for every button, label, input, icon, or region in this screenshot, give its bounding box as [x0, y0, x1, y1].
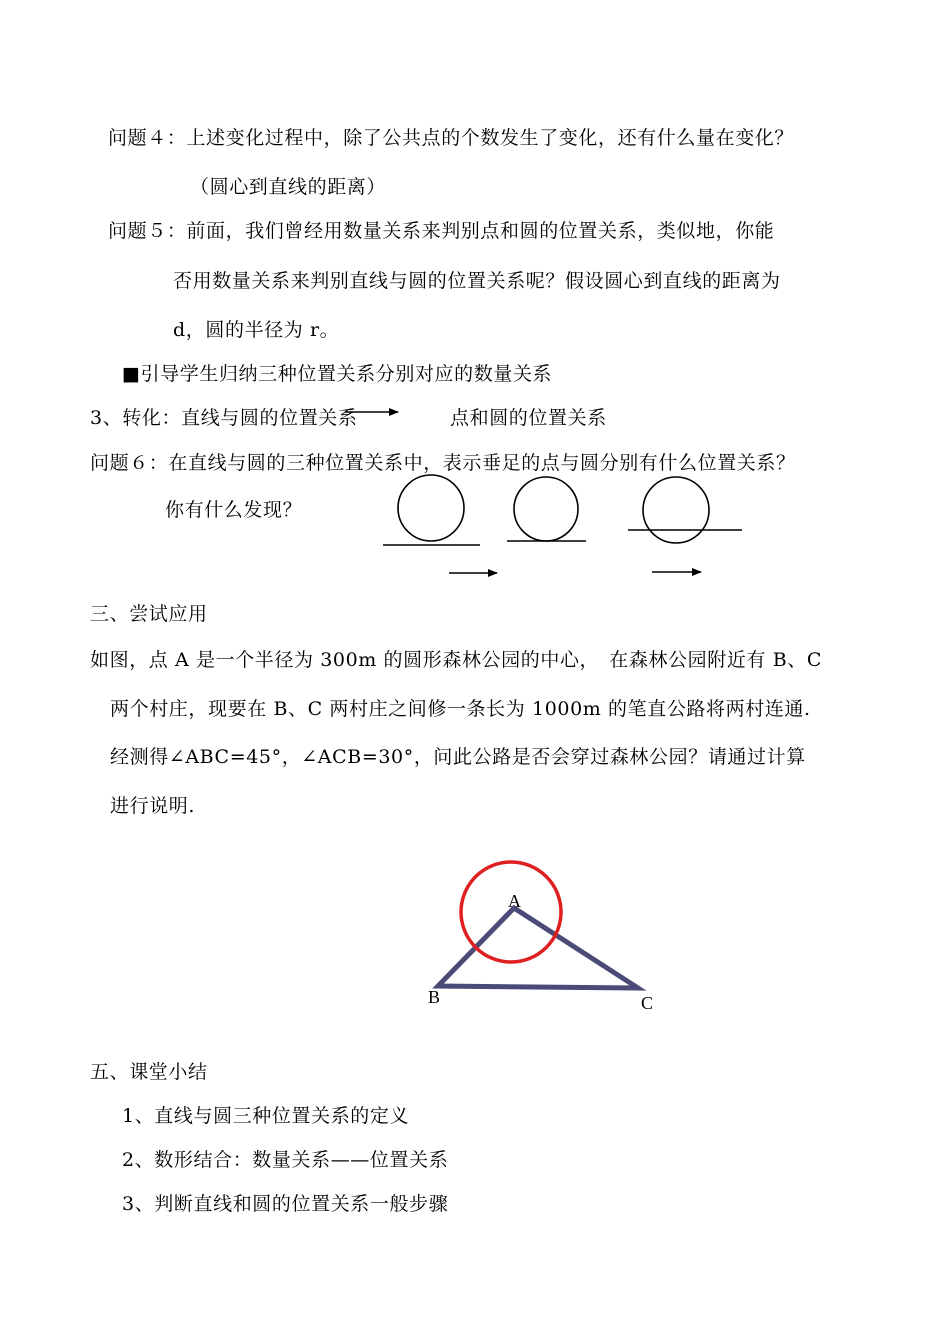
- summary-item: 3、判断直线和圆的位置关系一般步骤: [122, 1193, 449, 1215]
- summary-item: 1、直线与圆三种位置关系的定义: [122, 1105, 410, 1127]
- conversion-right: 点和圆的位置关系: [450, 407, 607, 429]
- section-5-title: 五、课堂小结: [90, 1061, 208, 1083]
- section-3-title: 三、尝试应用: [90, 603, 208, 625]
- question-5-line-2: 否用数量关系来判别直线与圆的位置关系呢？假设圆心到直线的距离为: [173, 270, 781, 292]
- question-5-line-1: 问题５：前面，我们曾经用数量关系来判别点和圆的位置关系，类似地，你能: [108, 220, 775, 242]
- diagram-line-tangent: [507, 477, 586, 541]
- circle-shape: [398, 475, 464, 541]
- problem-line-3: 经测得∠ABC=45°，∠ACB=30°，问此公路是否会穿过森林公园？请通过计算: [110, 746, 806, 768]
- circle-shape: [643, 477, 709, 543]
- point-c-label: C: [641, 993, 654, 1013]
- problem-line-4: 进行说明.: [110, 795, 196, 817]
- circle-shape: [514, 477, 578, 541]
- diagram-line-apart: [383, 475, 480, 545]
- road-triangle: [438, 908, 638, 988]
- diagram-line-intersect: [628, 477, 742, 543]
- point-a-label: A: [508, 891, 521, 911]
- question-6: 问题６：在直线与圆的三种位置关系中，表示垂足的点与圆分别有什么位置关系？: [90, 452, 796, 474]
- problem-line-2: 两个村庄，现要在 B、C 两村庄之间修一条长为 1000m 的笔直公路将两村连通.: [110, 698, 811, 720]
- point-b-label: B: [428, 987, 441, 1007]
- guide-note: ■引导学生归纳三种位置关系分别对应的数量关系: [122, 363, 553, 385]
- question-4-answer: （圆心到直线的距离）: [190, 176, 387, 198]
- question-5-line-3: d，圆的半径为 r。: [173, 319, 340, 341]
- conversion-left: 3、转化：直线与圆的位置关系: [90, 407, 358, 429]
- summary-item: 2、数形结合：数量关系——位置关系: [122, 1149, 449, 1171]
- forest-park-figure: [428, 862, 653, 1013]
- question-6-sub: 你有什么发现？: [165, 499, 303, 521]
- question-4: 问题４：上述变化过程中，除了公共点的个数发生了变化，还有什么量在变化？: [108, 127, 795, 149]
- problem-line-1: 如图，点 A 是一个半径为 300m 的圆形森林公园的中心， 在森林公园附近有 B、C: [90, 649, 823, 671]
